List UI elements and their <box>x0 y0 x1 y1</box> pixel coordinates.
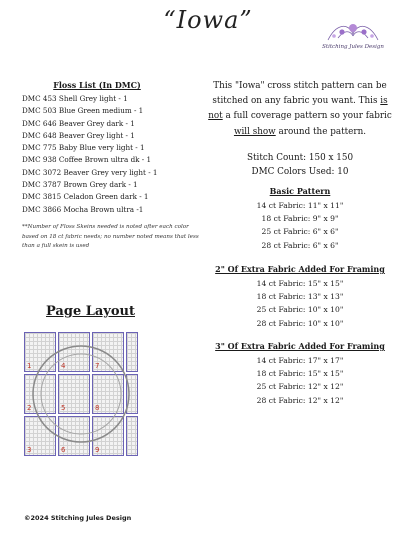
basic-pattern-title: Basic Pattern <box>269 186 331 196</box>
size-item: 28 ct Fabric: 12" x 12" <box>256 395 344 405</box>
tile-number: 5 <box>61 404 66 412</box>
extra-3-sizes <box>208 354 392 407</box>
tile-number: 7 <box>95 362 100 370</box>
size-item: 25 ct Fabric: 6" x 6" <box>261 227 339 237</box>
description-text: a full coverage pattern so your fabric <box>222 111 392 122</box>
size-item: 18 ct Fabric: 15" x 15" <box>256 369 344 379</box>
description-text: around the pattern. <box>275 126 367 137</box>
tile-number: 6 <box>61 446 66 454</box>
size-item: 28 ct Fabric: 6" x 6" <box>261 240 339 250</box>
floss-item: DMC 3072 Beaver Grey very light - 1 <box>22 167 158 177</box>
floss-item: DMC 453 Shell Grey light - 1 <box>22 94 128 103</box>
copyright-footer: ©2024 Stitching Jules Design <box>24 514 132 522</box>
floss-item: DMC 3815 Celadon Green dark - 1 <box>22 192 149 202</box>
tile-number: 4 <box>61 362 66 370</box>
size-item: 28 ct Fabric: 10" x 10" <box>256 318 344 328</box>
basic-pattern-sizes <box>208 199 392 252</box>
page-layout-title: Page Layout <box>46 304 135 319</box>
description-will-show: will show <box>233 126 276 137</box>
tile-number: 2 <box>27 404 32 412</box>
tile-number: 3 <box>27 446 32 454</box>
extra-3-title: 3" Of Extra Fabric Added For Framing <box>215 341 385 351</box>
floss-item: DMC 938 Coffee Brown ultra dk - 1 <box>22 155 152 165</box>
size-item: 14 ct Fabric: 15" x 15" <box>256 279 344 288</box>
colors-used: DMC Colors Used: 10 <box>251 167 349 177</box>
tile-number: 8 <box>95 404 100 412</box>
floss-item: DMC 775 Baby Blue very light - 1 <box>22 143 145 153</box>
size-item: 25 ct Fabric: 12" x 12" <box>256 382 344 392</box>
floss-item: DMC 646 Beaver Grey dark - 1 <box>22 118 135 128</box>
floss-item: DMC 3787 Brown Grey dark - 1 <box>22 180 138 190</box>
size-item: 14 ct Fabric: 11" x 11" <box>256 201 344 210</box>
page-title: “Iowa” <box>163 6 253 34</box>
brand-logo-text: Stitching Jules Design <box>322 44 384 50</box>
floss-item: DMC 503 Blue Green medium - 1 <box>22 106 144 116</box>
stitch-count: Stitch Count: 150 x 150 <box>246 153 354 163</box>
tile-number: 1 <box>27 362 32 370</box>
description-is-not: is not <box>208 96 388 122</box>
page-layout-grid <box>24 332 154 458</box>
extra-2-sizes <box>208 277 392 330</box>
tile-number: 9 <box>95 446 100 454</box>
pattern-preview-lines <box>24 332 138 456</box>
floss-list <box>22 93 192 216</box>
size-item: 14 ct Fabric: 17" x 17" <box>256 356 344 365</box>
pattern-description <box>208 79 392 140</box>
size-item: 18 ct Fabric: 9" x 9" <box>261 214 339 224</box>
description-text: This "Iowa" cross stitch pattern can be stitched on any fabric you want. This <box>212 81 387 107</box>
size-item: 18 ct Fabric: 13" x 13" <box>256 292 344 302</box>
floss-note: **Number of Floss Skeins needed is noted after each color based on 18 ct fabric needs; no number noted means that less than a full skein is used <box>22 224 199 250</box>
size-item: 25 ct Fabric: 10" x 10" <box>256 305 344 315</box>
extra-2-title: 2" Of Extra Fabric Added For Framing <box>215 264 385 274</box>
floss-list-title: Floss List (In DMC) <box>53 80 141 90</box>
floss-item: DMC 3866 Mocha Brown ultra -1 <box>22 204 144 214</box>
floss-item: DMC 648 Beaver Grey light - 1 <box>22 130 135 140</box>
